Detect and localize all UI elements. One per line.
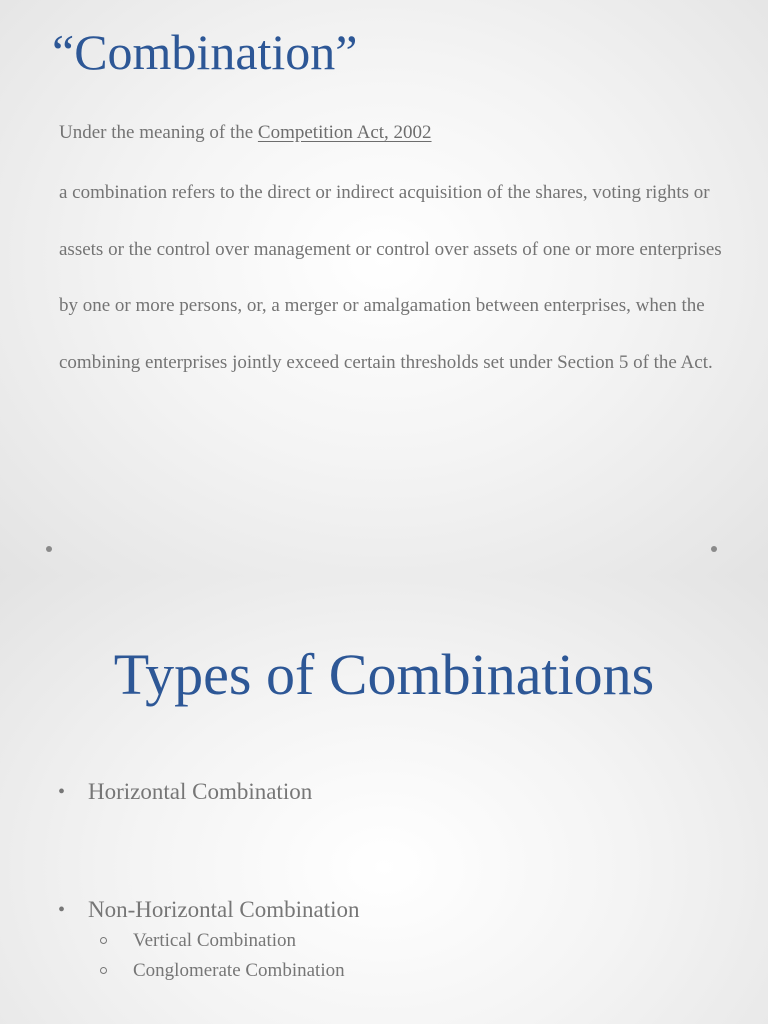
sub-list [88,926,360,986]
slide-title: Types of Combinations [113,642,655,707]
competition-act-link[interactable]: Competition Act, 2002 [257,122,432,143]
definition-text: a combination refers to the direct or indirect acquisition of the shares, voting rights or assets or the control over management or control over assets of one or more enterprises by one or more persons, or, a merger or amalgamation between enterprises, when the combining enterprises jointly exceed certain thresholds set under Section 5 of the Act. [59,182,722,373]
sub-list-item [100,956,360,986]
slide-dot-right-icon [711,546,717,552]
hollow-circle-bullet-icon [100,937,107,944]
combination-types-list [58,776,360,986]
sub-list-item [100,926,360,956]
slide-title: “Combination” [52,24,358,80]
list-item-label: Horizontal Combination [88,779,313,804]
slide-dot-left-icon [46,546,52,552]
sub-list-item-label: Conglomerate Combination [133,960,345,981]
meaning-line [59,120,432,146]
slide-types-of-combinations [0,576,768,1024]
sub-list-item-label: Vertical Combination [133,930,297,951]
list-item [58,894,360,986]
list-item-label: Non-Horizontal Combination [88,897,360,922]
bullet-icon: • [58,899,66,921]
meaning-prefix: Under the meaning of the [59,122,258,143]
bullet-icon: • [58,781,66,803]
hollow-circle-bullet-icon [100,967,107,974]
list-item [58,776,360,808]
